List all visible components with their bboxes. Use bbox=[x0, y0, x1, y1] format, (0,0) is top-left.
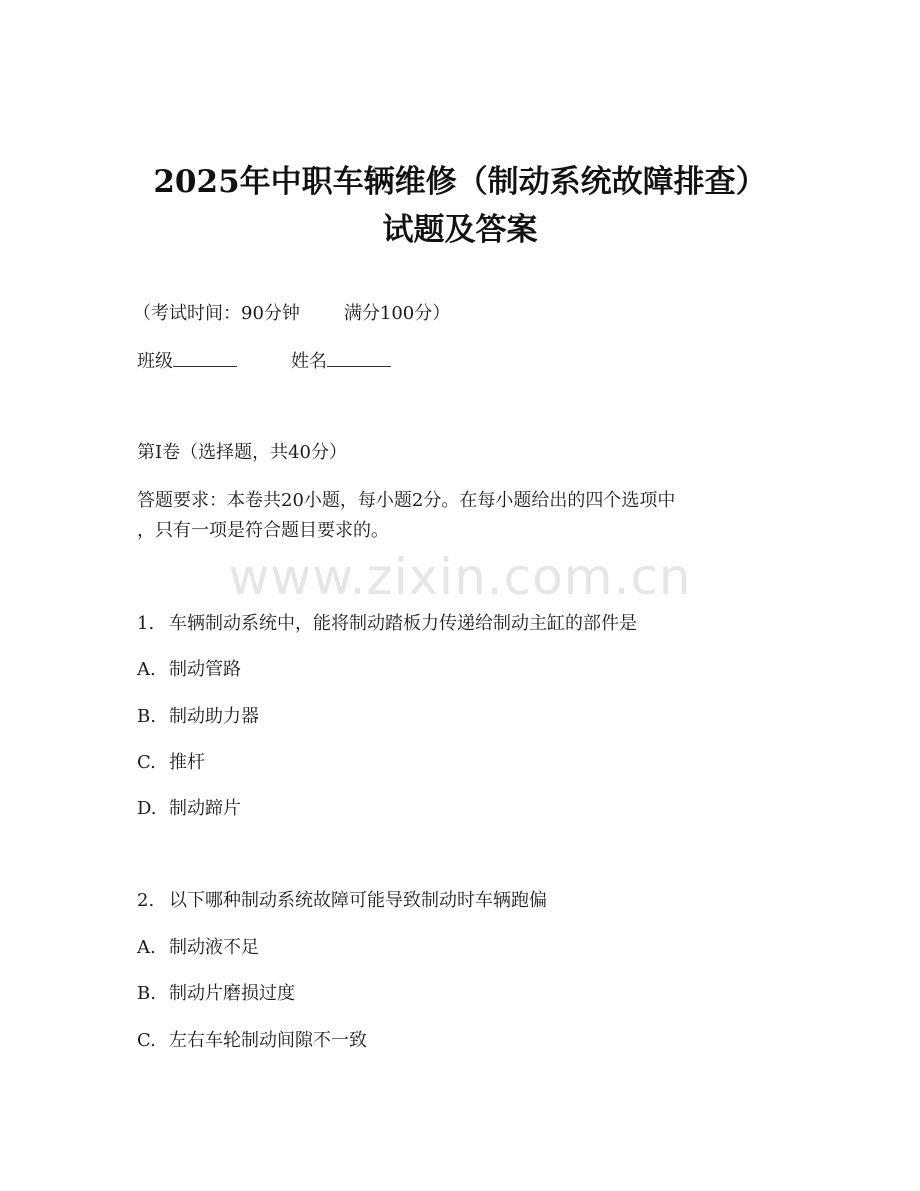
section-heading: 第I卷（选择题，共40分） bbox=[137, 442, 348, 463]
option-letter: B. bbox=[137, 706, 156, 727]
answer-requirement-line1: 答题要求：本卷共20小题，每小题2分。在每小题给出的四个选项中 bbox=[137, 490, 676, 511]
question-2-option-a bbox=[137, 936, 259, 960]
question-2-option-c bbox=[137, 1029, 367, 1053]
question-number: 1. bbox=[137, 613, 155, 634]
option-text: 制动助力器 bbox=[169, 706, 259, 727]
option-text: 推杆 bbox=[169, 752, 205, 773]
option-text: 制动管路 bbox=[169, 659, 241, 680]
document-title-line1: 2025年中职车辆维修（制动系统故障排查） bbox=[153, 164, 767, 200]
exam-score: 满分100分） bbox=[343, 303, 451, 324]
option-text: 左右车轮制动间隙不一致 bbox=[169, 1030, 367, 1051]
document-title-line2: 试题及答案 bbox=[382, 212, 538, 248]
option-letter: C. bbox=[137, 752, 156, 773]
option-letter: C. bbox=[137, 1030, 156, 1051]
question-2-option-b bbox=[137, 982, 295, 1006]
question-1-option-b bbox=[137, 705, 259, 729]
class-label: 班级 bbox=[137, 351, 173, 372]
name-blank bbox=[327, 350, 391, 367]
question-2 bbox=[137, 889, 547, 913]
class-blank bbox=[173, 350, 237, 367]
question-1 bbox=[137, 612, 637, 636]
question-1-option-c bbox=[137, 751, 205, 775]
option-text: 制动片磨损过度 bbox=[169, 983, 295, 1004]
question-text: 以下哪种制动系统故障可能导致制动时车辆跑偏 bbox=[169, 890, 547, 911]
question-text: 车辆制动系统中，能将制动踏板力传递给制动主缸的部件是 bbox=[169, 613, 637, 634]
option-letter: B. bbox=[137, 983, 156, 1004]
name-label: 姓名 bbox=[291, 351, 327, 372]
option-letter: A. bbox=[137, 937, 156, 958]
option-letter: A. bbox=[137, 659, 156, 680]
student-info bbox=[137, 350, 391, 374]
exam-info bbox=[133, 302, 450, 326]
watermark: www.zixin.com.cn bbox=[228, 548, 692, 606]
question-1-option-d bbox=[137, 797, 241, 821]
option-text: 制动液不足 bbox=[169, 937, 259, 958]
option-letter: D. bbox=[137, 798, 157, 819]
exam-time: （考试时间：90分钟 bbox=[133, 303, 300, 324]
option-text: 制动蹄片 bbox=[169, 798, 241, 819]
answer-requirement-line2: ，只有一项是符合题目要求的。 bbox=[137, 520, 389, 541]
question-number: 2. bbox=[137, 890, 155, 911]
question-1-option-a bbox=[137, 658, 241, 682]
